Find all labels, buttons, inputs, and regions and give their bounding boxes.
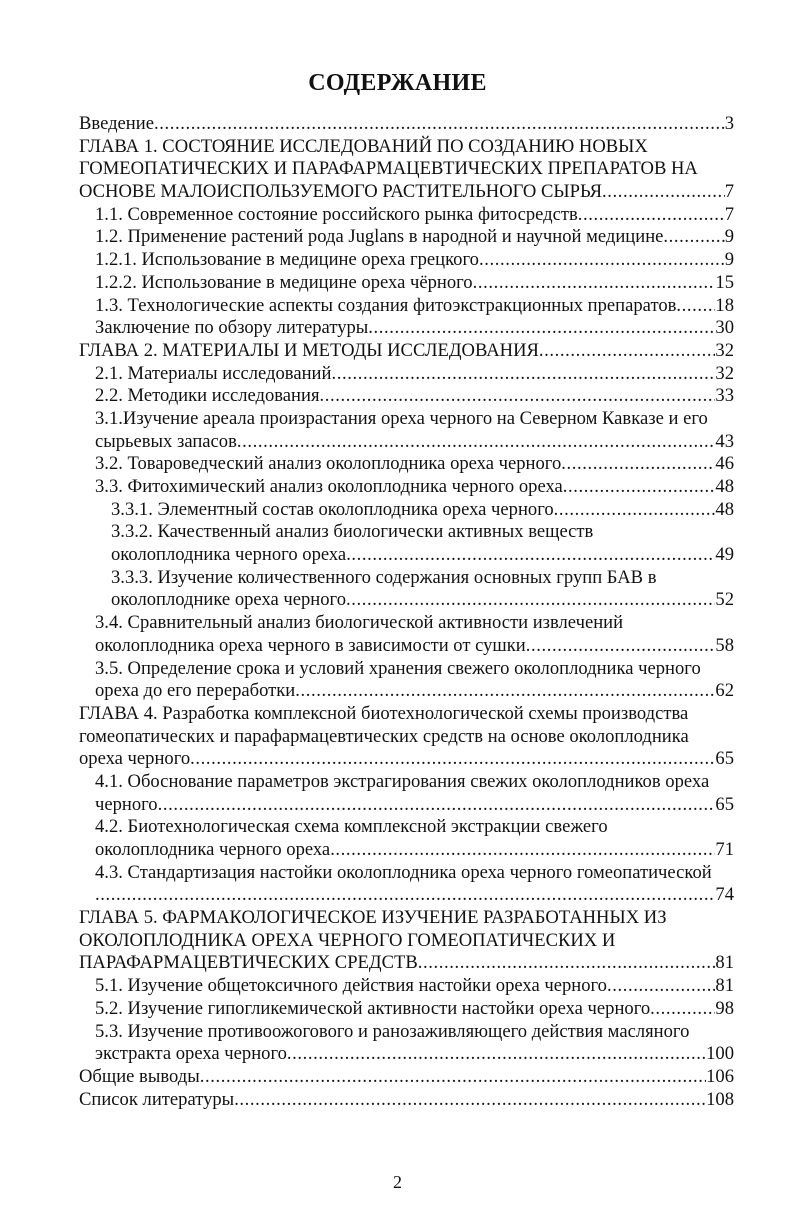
toc-line [79, 136, 734, 159]
dot-leader [368, 317, 715, 340]
dot-leader [295, 680, 715, 703]
toc-page-number: 81 [715, 952, 734, 974]
toc-page-number: 32 [715, 362, 734, 384]
toc-entry-text: 5.3. Изучение противоожогового и ранозаживляющего действия масляного [95, 1020, 690, 1042]
toc-line [79, 884, 734, 907]
toc-page-number: 18 [715, 294, 734, 316]
toc-page-number: 43 [715, 430, 734, 452]
toc-entry-text: черного [95, 793, 158, 815]
dot-leader [237, 431, 716, 454]
toc-page-number: 48 [715, 498, 734, 520]
toc-line [79, 453, 734, 476]
dot-leader [346, 544, 715, 567]
page-title: СОДЕРЖАНИЕ [308, 70, 487, 96]
toc-page-number: 15 [715, 271, 734, 293]
toc-entry-text: 4.3. Стандартизация настойки околоплодника ореха черного гомеопатической [95, 861, 712, 883]
toc-entry[interactable] [79, 476, 734, 499]
toc-line [79, 249, 734, 272]
toc-entry-text: ореха до его переработки [95, 680, 296, 702]
toc-entry-text: 3.5. Определение срока и условий хранения свежего околоплодника черного [95, 657, 701, 679]
toc-line [79, 680, 734, 703]
toc-entry-text: 2.2. Методики исследования [95, 385, 320, 407]
toc-page-number: 9 [724, 226, 734, 248]
dot-leader [663, 226, 724, 249]
toc-line [79, 1066, 734, 1089]
dot-leader [473, 272, 716, 295]
toc-entry[interactable] [79, 385, 734, 408]
toc-page-number: 71 [715, 839, 734, 860]
toc-entry-text: 3.3.1. Элементный состав околоплодника ореха черного [111, 498, 554, 520]
toc-entry[interactable] [79, 408, 734, 453]
toc-entry-text: ПАРАФАРМАЦЕВТИЧЕСКИХ СРЕДСТВ [79, 952, 418, 974]
toc-entry-text: Список литературы [79, 1088, 235, 1110]
toc-entry[interactable] [79, 771, 734, 816]
dot-leader [95, 884, 715, 907]
dot-leader [287, 1043, 706, 1066]
toc-entry[interactable] [79, 499, 734, 522]
toc-line [79, 794, 734, 817]
dot-leader [418, 952, 716, 975]
toc-entry-text: 1.2. Применение растений рода Juglans в народной и научной медицине [95, 226, 664, 248]
toc-page-number: 7 [724, 203, 734, 225]
toc-entry[interactable] [79, 567, 734, 612]
dot-leader [650, 998, 715, 1021]
dot-leader [346, 589, 715, 612]
toc-line [79, 544, 734, 567]
toc-line [79, 1089, 734, 1112]
toc-entry-text: Заключение по обзору литературы [95, 317, 369, 339]
toc-page-number: 33 [715, 385, 734, 407]
toc-entry-text: 4.2. Биотехнологическая схема комплексной экстракции свежего [95, 816, 608, 838]
dot-leader [676, 295, 715, 318]
toc-entry-text: 3.3.3. Изучение количественного содержания основных групп БАВ в [111, 566, 657, 588]
toc-line [79, 658, 734, 681]
toc-page-number: 98 [715, 997, 734, 1019]
toc-line [79, 272, 734, 295]
dot-leader [539, 340, 716, 363]
toc-line [79, 499, 734, 522]
toc-line [79, 181, 734, 204]
toc-line [79, 113, 734, 136]
toc-entry-text: околоплоднике ореха черного [111, 589, 346, 611]
toc-page-number: 100 [706, 1043, 734, 1065]
dot-leader [578, 204, 725, 227]
toc-line [79, 589, 734, 612]
toc-entry-text: 1.3. Технологические аспекты создания фитоэкстракционных препаратов [95, 294, 677, 316]
toc-page-number: 58 [715, 634, 734, 656]
toc-page-number: 48 [715, 476, 734, 497]
toc-entry-text: 3.4. Сравнительный анализ биологической активности извлечений [95, 612, 624, 634]
toc-line [79, 340, 734, 363]
toc-line [79, 521, 734, 544]
toc-entry[interactable] [79, 317, 734, 340]
toc-entry[interactable] [79, 612, 734, 657]
toc-page-number: 52 [715, 589, 734, 611]
toc-entry[interactable] [79, 295, 734, 318]
toc-line [79, 295, 734, 318]
toc-entry[interactable] [79, 113, 734, 136]
toc-entry-text: 3.3. Фитохимический анализ околоплодника черного ореха [95, 476, 563, 497]
toc-entry-text: экстракта ореха черного [95, 1043, 287, 1065]
dot-leader [331, 363, 715, 386]
dot-leader [320, 385, 716, 408]
toc-page-number: 65 [715, 748, 734, 770]
toc-entry-text: ГЛАВА 1. СОСТОЯНИЕ ИССЛЕДОВАНИЙ ПО СОЗДАНИЮ НОВЫХ [79, 135, 648, 157]
toc-line [79, 226, 734, 249]
toc-page-number: 62 [715, 680, 734, 702]
toc-page-number: 49 [715, 544, 734, 566]
toc-page-number: 3 [724, 113, 734, 134]
toc-page-number: 46 [715, 453, 734, 475]
toc-entry-text: 3.1.Изучение ареала произрастания ореха черного на Северном Кавказе и его [95, 407, 708, 429]
toc-entry-text: 1.2.2. Использование в медицине ореха чёрного [95, 271, 473, 293]
toc-entry[interactable] [79, 453, 734, 476]
dot-leader [330, 839, 715, 862]
toc-line [79, 907, 734, 930]
toc-entry-text: ГЛАВА 4. Разработка комплексной биотехнологической схемы производства [79, 702, 689, 724]
toc-line [79, 771, 734, 794]
dot-leader [158, 794, 716, 817]
dot-leader [561, 453, 715, 476]
toc-entry-text: ореха черного [79, 748, 191, 770]
toc-page-number: 7 [724, 181, 734, 203]
toc-entry[interactable] [79, 816, 734, 861]
dot-leader [602, 181, 725, 204]
dot-leader [200, 1066, 706, 1089]
toc-line [79, 930, 734, 953]
toc-page-number: 9 [724, 249, 734, 271]
page-number: 2 [393, 1172, 402, 1192]
toc-entry-text: 5.1. Изучение общетоксичного действия настойки ореха черного [95, 975, 607, 997]
toc-line [79, 839, 734, 862]
toc-entry[interactable] [79, 204, 734, 227]
toc-page-number: 65 [715, 793, 734, 815]
toc-entry-text: ОСНОВЕ МАЛОИСПОЛЬЗУЕМОГО РАСТИТЕЛЬНОГО СЫРЬЯ [79, 181, 603, 203]
toc-page-number: 32 [715, 339, 734, 361]
toc-line [79, 363, 734, 386]
toc-line [79, 158, 734, 181]
dot-leader [479, 249, 725, 272]
toc-line [79, 317, 734, 340]
toc-entry[interactable] [79, 862, 734, 907]
toc-entry[interactable] [79, 340, 734, 363]
dot-leader [607, 975, 715, 998]
toc-page-number: 30 [715, 317, 734, 339]
toc-entry[interactable] [79, 363, 734, 386]
toc-entry-text: Введение [79, 113, 154, 134]
toc-line [79, 703, 734, 726]
dot-leader [526, 635, 716, 658]
table-of-contents [79, 113, 734, 1111]
toc-entry-text: ГЛАВА 2. МАТЕРИАЛЫ И МЕТОДЫ ИССЛЕДОВАНИЯ [79, 339, 539, 361]
toc-line [79, 431, 734, 454]
dot-leader [190, 748, 715, 771]
dot-leader [563, 476, 716, 499]
toc-entry[interactable] [79, 907, 734, 975]
toc-line [79, 748, 734, 771]
toc-entry-text: 4.1. Обоснование параметров экстрагирования свежих околоплодников ореха [95, 770, 710, 792]
toc-page-number: 81 [715, 975, 734, 997]
toc-entry[interactable] [79, 1021, 734, 1066]
toc-entry-text: 3.3.2. Качественный анализ биологически активных веществ [111, 521, 594, 543]
toc-entry-text: Общие выводы [79, 1065, 200, 1087]
toc-entry[interactable] [79, 1066, 734, 1089]
toc-entry[interactable] [79, 136, 734, 204]
toc-entry[interactable] [79, 226, 734, 249]
toc-line [79, 952, 734, 975]
toc-page-number: 106 [706, 1065, 734, 1087]
toc-entry-text: 5.2. Изучение гипогликемической активности настойки ореха черного [95, 997, 651, 1019]
toc-line [79, 862, 734, 885]
toc-page-number: 108 [706, 1088, 734, 1110]
toc-line [79, 975, 734, 998]
toc-line [79, 385, 734, 408]
toc-entry[interactable] [79, 272, 734, 295]
toc-entry[interactable] [79, 975, 734, 998]
toc-line [79, 612, 734, 635]
toc-entry-text: околоплодника ореха черного в зависимости от сушки [95, 634, 526, 656]
toc-entry[interactable] [79, 521, 734, 566]
toc-entry-text: околоплодника черного ореха [95, 839, 331, 860]
toc-entry[interactable] [79, 998, 734, 1021]
toc-line [79, 1021, 734, 1044]
toc-line [79, 635, 734, 658]
toc-entry-text: 1.1. Современное состояние российского рынка фитосредств [95, 203, 578, 225]
toc-line [79, 816, 734, 839]
toc-entry[interactable] [79, 703, 734, 771]
toc-line [79, 1043, 734, 1066]
toc-entry-text: сырьевых запасов [95, 430, 237, 452]
toc-entry-text: гомеопатических и парафармацевтических средств на основе околоплодника [79, 725, 689, 747]
toc-line [79, 726, 734, 749]
dot-leader [154, 113, 725, 136]
dot-leader [554, 499, 716, 522]
toc-entry-text: околоплодника черного ореха [111, 544, 347, 566]
toc-entry-text: 3.2. Товароведческий анализ околоплодника ореха черного [95, 453, 562, 475]
toc-line [79, 567, 734, 590]
toc-entry-text: ГОМЕОПАТИЧЕСКИХ И ПАРАФАРМАЦЕВТИЧЕСКИХ ПРЕПАРАТОВ НА [79, 158, 698, 180]
toc-entry[interactable] [79, 658, 734, 703]
toc-entry-text: ОКОЛОПЛОДНИКА ОРЕХА ЧЕРНОГО ГОМЕОПАТИЧЕСКИХ И [79, 929, 616, 951]
toc-entry[interactable] [79, 249, 734, 272]
toc-page-number: 74 [715, 884, 734, 906]
toc-line [79, 476, 734, 499]
toc-line [79, 204, 734, 227]
toc-entry[interactable] [79, 1089, 734, 1112]
toc-line [79, 998, 734, 1021]
toc-entry-text: 2.1. Материалы исследований [95, 362, 332, 384]
dot-leader [234, 1089, 706, 1112]
toc-line [79, 408, 734, 431]
toc-entry-text: 1.2.1. Использование в медицине ореха грецкого [95, 249, 479, 271]
toc-entry-text: ГЛАВА 5. ФАРМАКОЛОГИЧЕСКОЕ ИЗУЧЕНИЕ РАЗРАБОТАННЫХ ИЗ [79, 907, 667, 929]
